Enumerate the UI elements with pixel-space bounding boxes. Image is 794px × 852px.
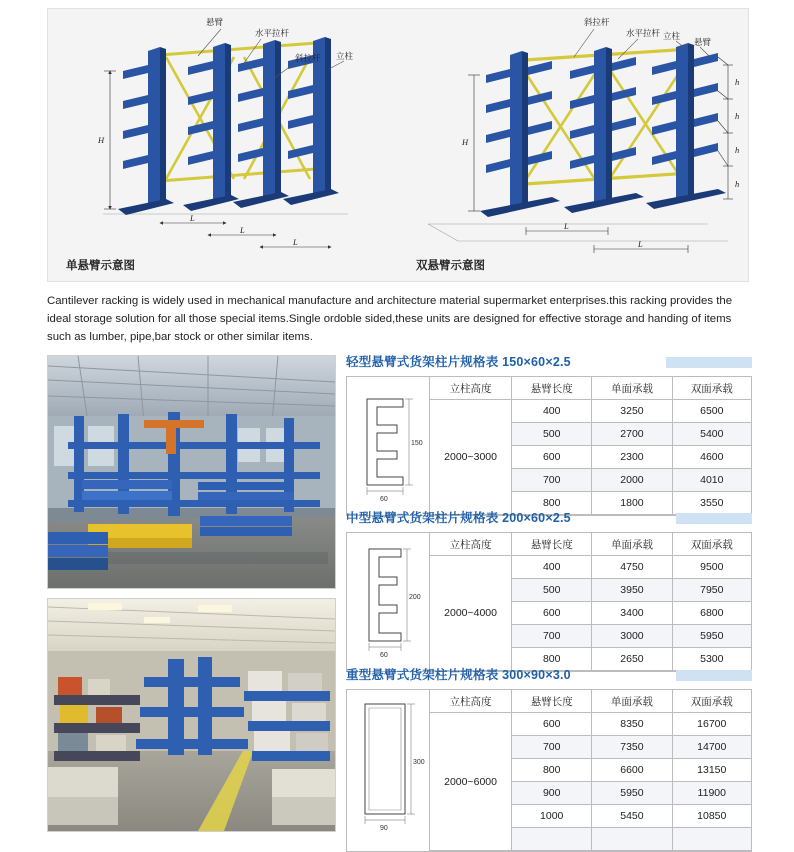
cell-double-load: 16700 bbox=[672, 713, 751, 736]
cell-arm-length: 400 bbox=[512, 556, 592, 579]
cell-arm-length: 800 bbox=[512, 492, 592, 515]
svg-text:L: L bbox=[293, 237, 298, 247]
cell-double-load: 4010 bbox=[672, 469, 751, 492]
profile-width-label: 60 bbox=[380, 496, 388, 503]
cell-double-load: 3550 bbox=[672, 492, 751, 515]
header-arm-length: 悬臂长度 bbox=[512, 533, 592, 556]
cell-double-load: 4600 bbox=[672, 446, 751, 469]
spec-table-heavy bbox=[430, 690, 751, 851]
cell-single-load: 2650 bbox=[592, 648, 672, 671]
cell-double-load: 7950 bbox=[672, 579, 751, 602]
svg-text:H: H bbox=[462, 137, 469, 147]
cell-double-load: 9500 bbox=[672, 556, 751, 579]
cell-double-load: 5950 bbox=[672, 625, 751, 648]
diagram-double-sided bbox=[398, 9, 748, 281]
spec-table-light-wrap bbox=[346, 376, 752, 516]
cell-height-range: 2000~3000 bbox=[430, 400, 512, 515]
svg-text:h: h bbox=[735, 111, 740, 121]
cell-arm-length bbox=[512, 828, 592, 851]
profile-150x60-svg bbox=[347, 377, 429, 509]
single-cantilever-drawing bbox=[48, 9, 398, 281]
svg-text:h: h bbox=[735, 77, 740, 87]
profile-200x60-svg bbox=[347, 533, 429, 665]
header-arm-length: 悬臂长度 bbox=[512, 690, 592, 713]
spec-title-medium bbox=[346, 508, 752, 526]
header-double-load: 双面承载 bbox=[672, 690, 751, 713]
cell-arm-length: 800 bbox=[512, 648, 592, 671]
profile-drawing-light bbox=[347, 377, 430, 515]
spec-block-light bbox=[346, 352, 752, 516]
cell-arm-length: 800 bbox=[512, 759, 592, 782]
title-accent-bar bbox=[666, 357, 752, 368]
svg-text:h: h bbox=[735, 179, 740, 189]
header-double-load: 双面承载 bbox=[672, 377, 751, 400]
header-column-height: 立柱高度 bbox=[430, 533, 512, 556]
cell-arm-length: 500 bbox=[512, 423, 592, 446]
cell-single-load: 5450 bbox=[592, 805, 672, 828]
cell-height-range: 2000~6000 bbox=[430, 713, 512, 851]
cell-double-load: 5300 bbox=[672, 648, 751, 671]
table-header-row bbox=[430, 533, 751, 556]
profile-height-label: 300 bbox=[413, 759, 425, 766]
single-cantilever-caption: 单悬臂示意图 bbox=[66, 260, 135, 272]
cell-double-load: 6800 bbox=[672, 602, 751, 625]
svg-text:斜拉杆: 斜拉杆 bbox=[295, 53, 321, 63]
profile-width-label: 60 bbox=[380, 652, 388, 659]
cell-single-load: 4750 bbox=[592, 556, 672, 579]
spec-title-heavy-text: 重型悬臂式货架柱片规格表 300×90×3.0 bbox=[346, 668, 571, 682]
table-row bbox=[430, 400, 751, 423]
cell-single-load: 8350 bbox=[592, 713, 672, 736]
cell-arm-length: 1000 bbox=[512, 805, 592, 828]
svg-text:L: L bbox=[240, 225, 245, 235]
cell-double-load: 10850 bbox=[672, 805, 751, 828]
cell-double-load: 13150 bbox=[672, 759, 751, 782]
cell-single-load: 6600 bbox=[592, 759, 672, 782]
header-single-load: 单面承载 bbox=[592, 533, 672, 556]
profile-drawing-medium bbox=[347, 533, 430, 671]
profile-height-label: 150 bbox=[411, 440, 423, 447]
cell-single-load: 2700 bbox=[592, 423, 672, 446]
cell-arm-length: 700 bbox=[512, 736, 592, 759]
svg-text:H: H bbox=[98, 135, 105, 145]
svg-text:斜拉杆: 斜拉杆 bbox=[584, 17, 610, 27]
profile-width-label: 90 bbox=[380, 825, 388, 832]
cell-single-load bbox=[592, 828, 672, 851]
profile-300x90-svg bbox=[347, 690, 429, 846]
cell-arm-length: 400 bbox=[512, 400, 592, 423]
svg-text:L: L bbox=[190, 213, 195, 223]
table-row bbox=[430, 556, 751, 579]
table-row bbox=[430, 713, 751, 736]
cell-single-load: 5950 bbox=[592, 782, 672, 805]
photo-warehouse-racking bbox=[47, 355, 336, 589]
cell-single-load: 3400 bbox=[592, 602, 672, 625]
svg-text:立柱: 立柱 bbox=[336, 51, 354, 61]
table-header-row bbox=[430, 690, 751, 713]
header-column-height: 立柱高度 bbox=[430, 377, 512, 400]
cell-arm-length: 600 bbox=[512, 446, 592, 469]
spec-title-heavy bbox=[346, 665, 752, 683]
cell-single-load: 3250 bbox=[592, 400, 672, 423]
diagram-single-sided bbox=[48, 9, 398, 281]
spec-table-medium-wrap bbox=[346, 532, 752, 672]
header-arm-length: 悬臂长度 bbox=[512, 377, 592, 400]
svg-text:L: L bbox=[564, 221, 569, 231]
diagram-panel bbox=[47, 8, 749, 282]
cell-double-load bbox=[672, 828, 751, 851]
double-cantilever-drawing bbox=[398, 9, 748, 281]
cell-double-load: 11900 bbox=[672, 782, 751, 805]
title-accent-bar bbox=[676, 513, 752, 524]
spec-title-medium-text: 中型悬臂式货架柱片规格表 200×60×2.5 bbox=[346, 511, 571, 525]
cell-single-load: 7350 bbox=[592, 736, 672, 759]
svg-text:L: L bbox=[638, 239, 643, 249]
cell-arm-length: 600 bbox=[512, 602, 592, 625]
cell-arm-length: 700 bbox=[512, 469, 592, 492]
profile-height-label: 200 bbox=[409, 594, 421, 601]
cell-arm-length: 700 bbox=[512, 625, 592, 648]
cell-arm-length: 500 bbox=[512, 579, 592, 602]
cell-double-load: 14700 bbox=[672, 736, 751, 759]
cell-single-load: 1800 bbox=[592, 492, 672, 515]
spec-title-light bbox=[346, 352, 752, 370]
header-double-load: 双面承载 bbox=[672, 533, 751, 556]
cell-single-load: 2000 bbox=[592, 469, 672, 492]
cell-double-load: 6500 bbox=[672, 400, 751, 423]
spec-table-heavy-wrap bbox=[346, 689, 752, 852]
svg-text:悬臂: 悬臂 bbox=[694, 37, 712, 47]
svg-text:h: h bbox=[735, 145, 740, 155]
spec-table-light bbox=[430, 377, 751, 515]
profile-drawing-heavy bbox=[347, 690, 430, 851]
title-accent-bar bbox=[676, 670, 752, 681]
cell-height-range: 2000~4000 bbox=[430, 556, 512, 671]
spec-block-medium bbox=[346, 508, 752, 672]
spec-block-heavy bbox=[346, 665, 752, 852]
spec-title-light-text: 轻型悬臂式货架柱片规格表 150×60×2.5 bbox=[346, 355, 571, 369]
intro-paragraph: Cantilever racking is widely used in mechanical manufacture and architecture material supermarket enterprises.this racking provides the ideal storage solution for all those special items.Single ordoble sided,these units are designed for effective storage and handing of items such as lumber, pipe,bar stock or other similar items. bbox=[47, 295, 733, 343]
cell-arm-length: 600 bbox=[512, 713, 592, 736]
svg-text:立柱: 立柱 bbox=[663, 31, 681, 41]
cell-single-load: 3000 bbox=[592, 625, 672, 648]
cell-double-load: 5400 bbox=[672, 423, 751, 446]
svg-text:水平拉杆: 水平拉杆 bbox=[255, 28, 290, 38]
cell-single-load: 3950 bbox=[592, 579, 672, 602]
spec-table-medium bbox=[430, 533, 751, 671]
svg-text:水平拉杆: 水平拉杆 bbox=[626, 28, 661, 38]
photo1-illustration bbox=[48, 356, 335, 588]
header-single-load: 单面承载 bbox=[592, 377, 672, 400]
photo2-illustration bbox=[48, 599, 335, 831]
table-header-row bbox=[430, 377, 751, 400]
svg-text:悬臂: 悬臂 bbox=[206, 17, 224, 27]
header-single-load: 单面承载 bbox=[592, 690, 672, 713]
cell-single-load: 2300 bbox=[592, 446, 672, 469]
cell-arm-length: 900 bbox=[512, 782, 592, 805]
header-column-height: 立柱高度 bbox=[430, 690, 512, 713]
double-cantilever-caption: 双悬臂示意图 bbox=[416, 260, 485, 272]
photo-double-sided-racking bbox=[47, 598, 336, 832]
